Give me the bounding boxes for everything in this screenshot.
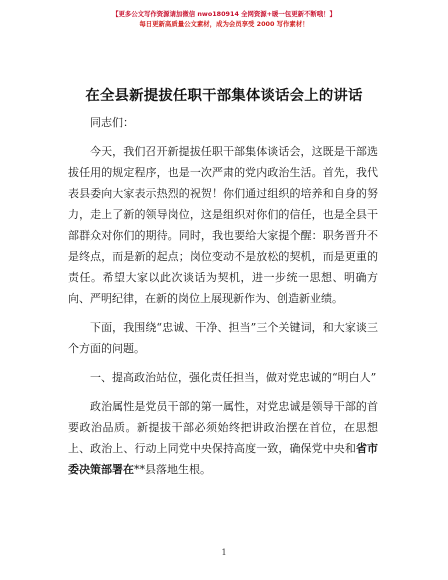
document-title: 在全县新提拔任职干部集体谈话会上的讲话 bbox=[85, 88, 363, 104]
document-body bbox=[68, 112, 378, 480]
promo-banner-line-1: 【更多公文写作资源请加微信 nwo180914 全网资源+暖一包更新不断哦！】 bbox=[112, 10, 336, 18]
body-paragraph-2: 下面，我围绕“忠诚、干净、担当”三个关键词，和大家谈三个方面的问题。 bbox=[68, 321, 378, 355]
page-number: 1 bbox=[221, 548, 227, 557]
promo-banner-line-2: 每日更新高质量公文素材，成为会员享受 2000 写作素材！ bbox=[139, 20, 309, 28]
body-paragraph-4 bbox=[68, 396, 378, 480]
promo-banner bbox=[0, 9, 448, 29]
salutation: 同志们： bbox=[90, 116, 134, 129]
section-heading-1: 一、提高政治站位，强化责任担当，做对党忠诚的“明白人” bbox=[90, 371, 377, 384]
body-paragraph-4-text: 政治属性是党员干部的第一属性，对党忠诚是领导干部的首要政治品质。新提拔干部必须始终把讲政治摆在首位，在思想上、政治上、行动上同党中央保持高度一致，确保党中央和 bbox=[68, 400, 378, 455]
body-paragraph-4-bold: 省市委决策部署在 bbox=[68, 442, 379, 476]
body-paragraph-4-tail: **县落地生根。 bbox=[134, 463, 211, 476]
body-paragraph-1: 今天，我们召开新提拔任职干部集体谈话会，这既是干部选拔任用的规定程序，也是一次严肃的党内政治生活。首先，我代表县委向大家表示热烈的祝贺！你们通过组织的培养和自身的努力，走上了新的领导岗位，这是组织对你们的信任，也是全县干部群众对你们的期待。同时，我也要给大家提个醒：职务晋升不是终点，而是新的起点；岗位变动不是放松的契机，而是更重的责任。希望大家以此次谈话为契机，进一步统一思想、明确方向、严明纪律，在新的岗位上展现新作为、创造新业绩。 bbox=[68, 145, 378, 305]
